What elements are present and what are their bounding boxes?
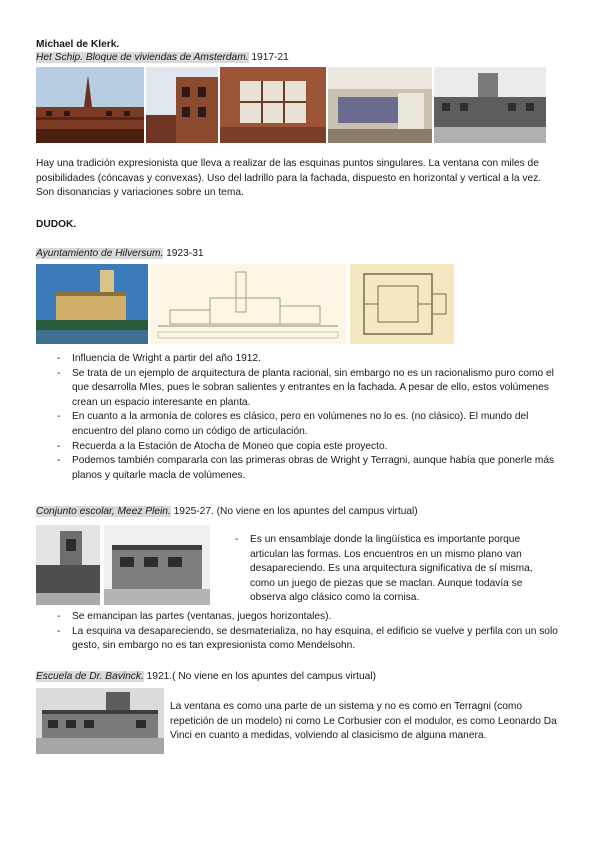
photo-meez-plein-tower <box>36 525 100 605</box>
list-item: - Es un ensamblaje donde la lingüística es importante porque articulan las formas. Los encuentros en un mismo plano van desapareciendo. Es una arquitectura significativa de sí misma, como un juego de piezas que se maclan. Aunque todavía se observa algo clásico como la cornisa. <box>214 533 558 606</box>
list-item: - En cuanto a la armonía de colores es clásico, pero en volúmenes no lo es. (no clásico). El mundo del encuentro del plano como un código de articulación. <box>36 410 560 439</box>
bullet-list-meez-plein <box>36 610 560 654</box>
photo-het-schip-window <box>220 67 326 143</box>
work-caption-het-schip <box>36 51 289 66</box>
work-title-bavinck: Escuela de Dr. Bavinck. <box>36 671 144 682</box>
photo-bavinck-school <box>36 688 164 754</box>
author-heading-dudok: DUDOK. <box>36 219 77 230</box>
work-dates-meez-plein: 1925-27. (No viene en los apuntes del campus virtual) <box>170 506 418 517</box>
photo-het-schip-tower <box>36 67 144 143</box>
work-title-het-schip: Het Schip. Bloque de viviendas de Amsterdam. <box>36 52 249 63</box>
work-dates-bavinck: 1921.( No viene en los apuntes del campus virtual) <box>143 671 376 682</box>
work-caption-hilversum <box>36 247 204 262</box>
photo-het-schip-facade <box>146 67 218 143</box>
photo-het-schip-interior <box>328 67 432 143</box>
list-item: - Influencia de Wright a partir del año 1912. <box>36 352 560 367</box>
drawing-hilversum-plan <box>350 264 454 344</box>
work-caption-meez-plein <box>36 505 418 520</box>
drawing-hilversum-elevation <box>150 264 346 344</box>
paragraph-het-schip: Hay una tradición expresionista que lleva a realizar de las esquinas puntos singulares. La ventana con miles de posibilidades (cóncavas y convexas). Uso del ladrillo para la fachada, dispuesto en horizontal y vertical a la vez. Son disonancias y variaciones sobre un tema. <box>36 158 542 199</box>
author-heading-de-klerk: Michael de Klerk. <box>36 39 120 50</box>
photo-meez-plein-facade <box>104 525 210 605</box>
photo-hilversum-town-hall <box>36 264 148 344</box>
list-item: - Podemos también compararla con las primeras obras de Wright y Terragni, aunque había que ponerle más planos y quitarle macla de volúmenes. <box>36 454 560 483</box>
work-dates-hilversum: 1923-31 <box>163 248 204 259</box>
work-dates-het-schip: 1917-21 <box>248 52 289 63</box>
list-item: - Se emancipan las partes (ventanas, juegos horizontales). <box>36 610 560 625</box>
photo-het-schip-street <box>434 67 546 143</box>
work-caption-bavinck <box>36 670 376 685</box>
list-item: - Se trata de un ejemplo de arquitectura de planta racional, sin embargo no es un racionalismo puro como el que desarrolla MIes, pues le sobran salientes y entrantes en la fachada. A pesar de ello, estos volúmenes crean un espacio interesante en planta. <box>36 367 560 411</box>
paragraph-bavinck: La ventana es como una parte de un sistema y no es como en Terragni (como repetición de un modelo) ni como Le Corbusier con el modulor, es como Leonardo Da Vinci en cuanto a medidas, volviendo al clasicismo de alguna manera. <box>170 701 557 742</box>
list-item: - La esquina va desapareciendo, se desmaterializa, no hay esquina, el edificio se vuelve y perfila con un solo gesto, sin embargo no es tan expresionista como Mendelsohn. <box>36 625 560 654</box>
work-title-meez-plein: Conjunto escolar, Meez Plein. <box>36 506 171 517</box>
list-item: - Recuerda a la Estación de Atocha de Moneo que copia este proyecto. <box>36 440 560 455</box>
side-bullet-meez-plein <box>214 533 558 606</box>
work-title-hilversum: Ayuntamiento de Hilversum. <box>36 248 164 259</box>
bullet-list-hilversum <box>36 352 560 483</box>
